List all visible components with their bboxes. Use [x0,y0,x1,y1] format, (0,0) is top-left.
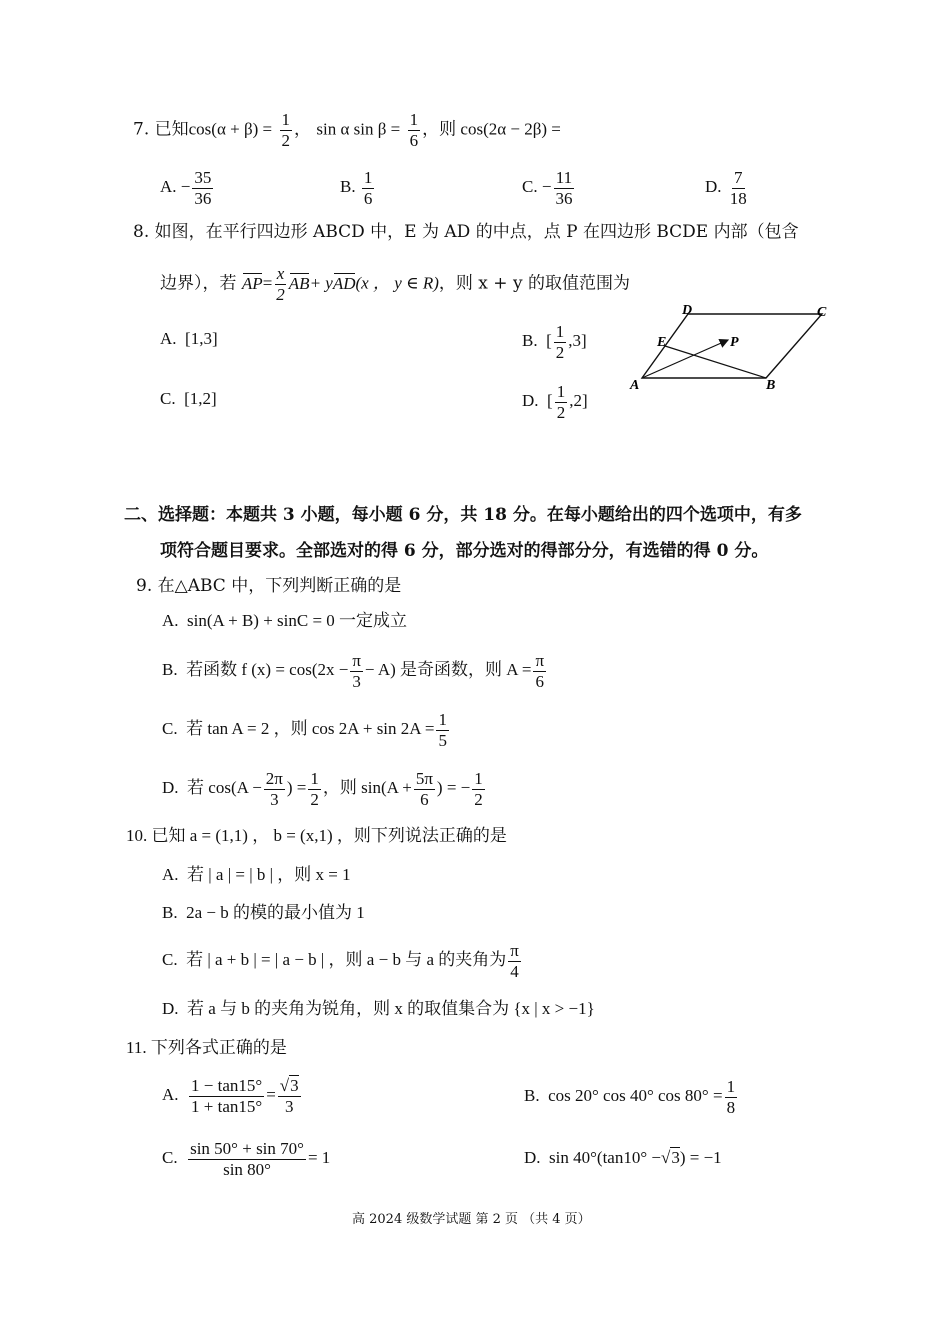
segment-ea [665,346,766,378]
q10-option-b: B. 2a − b 的模的最小值为 1 [162,903,365,922]
q11-option-a: A. $\frac{1 - \tan 15^\circ}{1 + \tan 15^\circ}$ = $\frac{√3}{3}$ [162,1076,299,1116]
q10-number: 10. [126,826,148,845]
q10-stem: 10. 已知 a = (1,1) ， b = (x,1) ，则下列说法正确的是 [126,826,507,845]
label-d: D [682,303,693,318]
q7-option-b: B. $\frac{1}{6}$ [340,168,373,208]
fraction: $\frac{1}{2}$ [281,110,291,150]
q9-option-a: A. sin(A + B) + sinC = 0 一定成立 [162,611,408,630]
q8-option-c: C. [1,2] [160,389,217,408]
q9-option-d: D. 若 cos(A − $\frac{2\pi}{3}$ ) = $\frac{1}{2}$ ，则 sin(A + $\frac{5\pi}{6}$ ) = − $\frac{1}{2}$ [162,769,483,809]
q10-option-d: D. 若 a 与 b 的夹角为锐角，则 x 的取值集合为 {x | x > −1} [162,999,595,1018]
q7-option-a: A. − $\frac{35}{36}$ [160,168,212,208]
q8-option-b: B. [ $\frac{1}{2}$ ,3] [522,322,587,362]
q10-option-a: A. 若 | a | = | b | ，则 x = 1 [162,865,351,884]
q7-option-c: C. − $\frac{11}{36}$ [522,168,573,208]
page-footer: 高 2024 级数学试题 第 2 页 （共 4 页） [352,1212,591,1227]
q11-option-c: C. $\frac{\sin 50^\circ + \sin 70^\circ}{\sin 80^\circ}$ = 1 [162,1139,331,1179]
label-c: C [817,305,827,320]
q9-number: 9. [136,576,153,596]
q8-number: 8. [133,222,150,242]
q8-option-d: D. [ $\frac{1}{2}$ ,2] [522,382,588,422]
q10-option-c: C. 若 | a + b | = | a − b | ，则 a − b 与 a 的夹角为 $\frac{\pi}{4}$ [162,941,519,981]
q8-stem-line2: 边界），若 AP= $\frac{x}{2}$ AB+ yAD(x ， y ∈ R)，则 x + y 的取值范围为 [160,264,630,304]
q7-number: 7. [133,119,150,140]
label-p: P [730,335,739,350]
q9-stem: 9. 在△ABC 中，下列判断正确的是 [136,576,402,596]
fraction: $\frac{1}{6}$ [409,110,419,150]
q11-number: 11. [126,1038,147,1057]
section-2-header-line1: 二、选择题：本题共 3 小题，每小题 6 分，共 18 分。在每小题给出的四个选项中，有多 [124,505,802,525]
q11-option-d: D. sin 40°(tan10° −√3) = −1 [524,1148,722,1167]
q9-option-c: C. 若 tan A = 2 ，则 cos 2A + sin 2A = $\frac{1}{5}$ [162,710,447,750]
q8-option-a: A. [1,3] [160,329,218,348]
q7-stem: 7. 已知cos(α + β) = $\frac{1}{2}$ ， sin α sin β = $\frac{1}{6}$ ，则 cos(2α − 2β) = [133,110,561,150]
section-2-header-line2: 项符合题目要求。全部选对的得 6 分，部分选对的得部分分，有选错的得 0 分。 [160,541,769,561]
label-b: B [766,378,776,393]
q11-option-b: B. cos 20° cos 40° cos 80° = $\frac{1}{8}$ [524,1077,736,1117]
q9-option-b: B. 若函数 f (x) = cos(2x − $\frac{\pi}{3}$ − A) 是奇函数，则 A = $\frac{\pi}{6}$ [162,651,545,691]
q8-stem-line1: 8. 如图，在平行四边形 ABCD 中，E 为 AD 的中点，点 P 在四边形 BCDE 内部（包含 [133,222,799,242]
label-a: A [630,378,640,393]
parallelogram-figure [620,298,845,398]
q7-option-d: D. $\frac{7}{18}$ [705,168,747,208]
q11-stem: 11. 下列各式正确的是 [126,1038,287,1057]
label-e: E [657,335,667,350]
